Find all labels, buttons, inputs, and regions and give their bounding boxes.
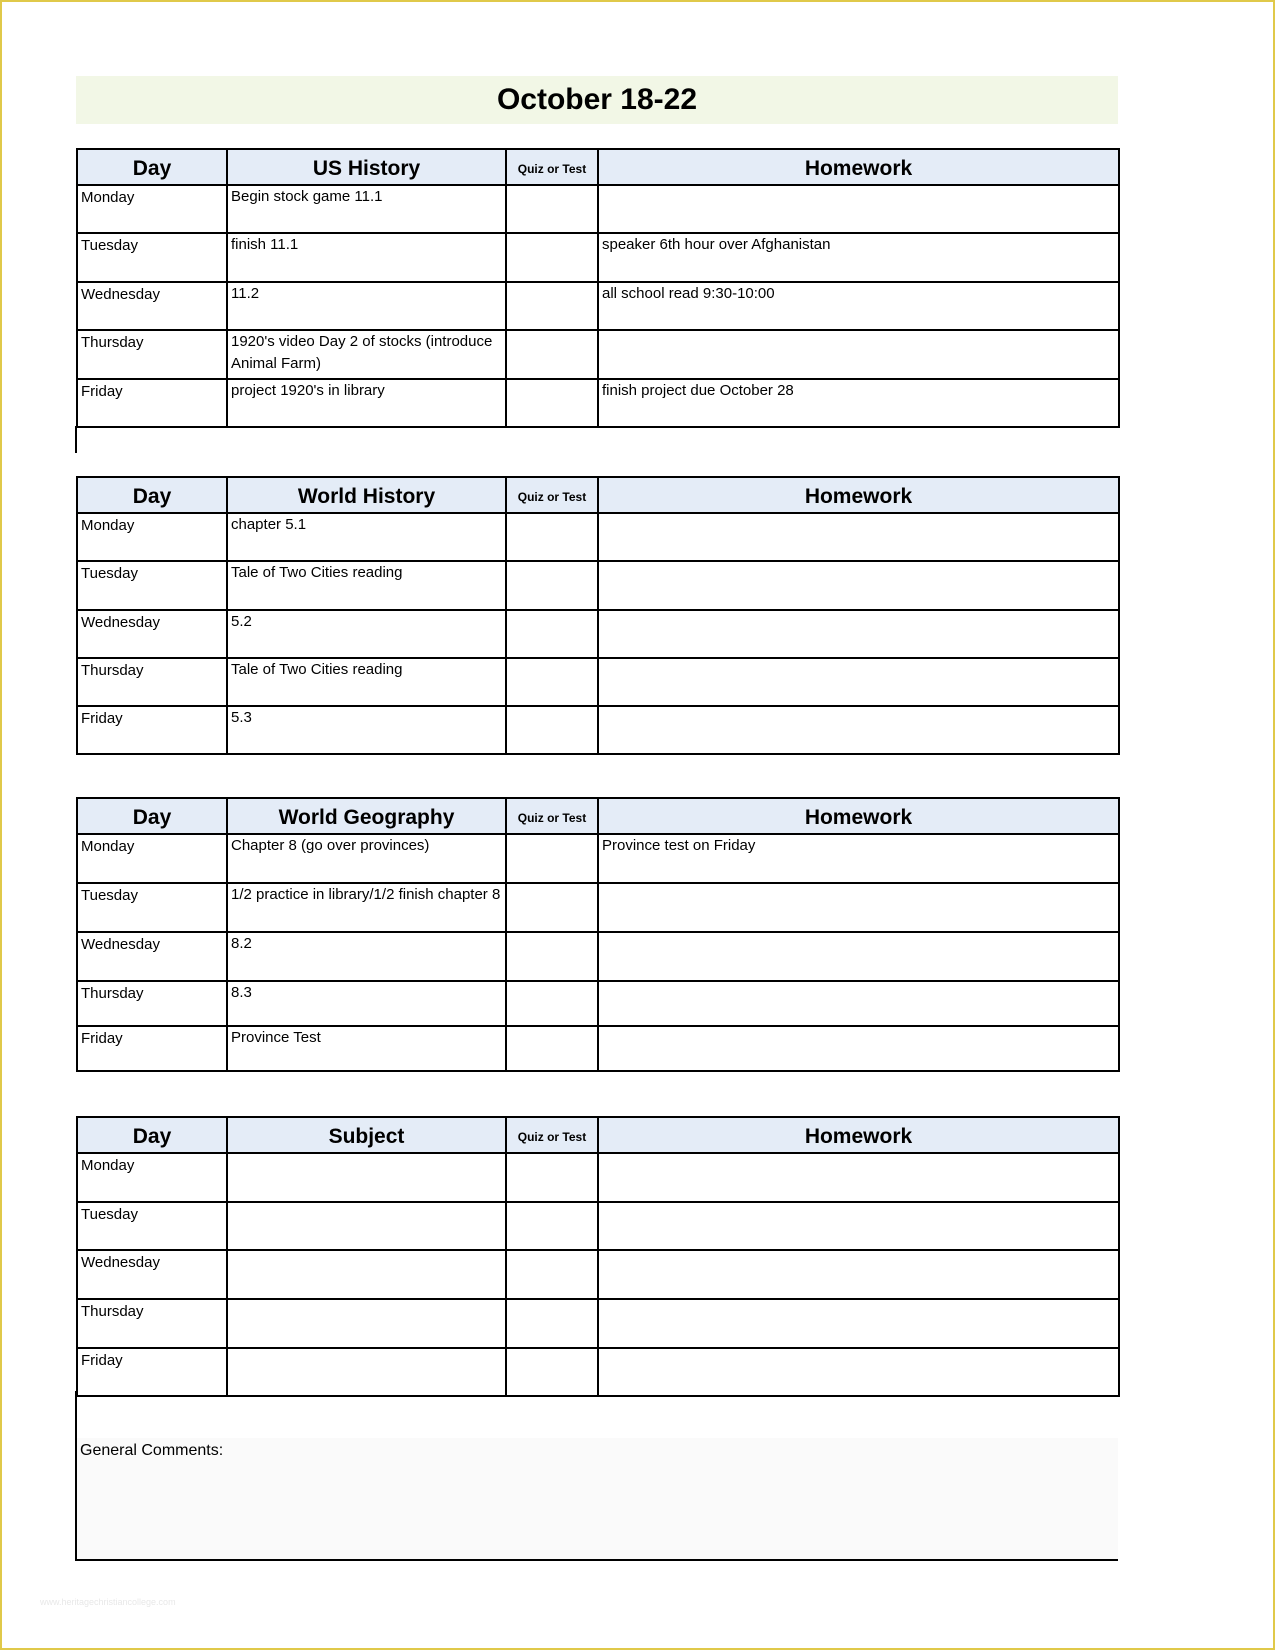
homework-cell: all school read 9:30-10:00: [598, 282, 1119, 330]
day-cell: Wednesday: [77, 282, 227, 330]
homework-cell: [598, 1202, 1119, 1250]
table-row: [77, 1348, 1119, 1396]
homework-cell: [598, 610, 1119, 658]
day-cell: Thursday: [77, 981, 227, 1026]
day-cell: Monday: [77, 834, 227, 883]
subject-cell: 5.2: [227, 610, 506, 658]
day-header: Day: [77, 1117, 227, 1153]
quiz-or-test-cell: [506, 1153, 598, 1202]
quiz-or-test-cell: [506, 513, 598, 561]
subject-header: US History: [227, 149, 506, 185]
homework-header: Homework: [598, 477, 1119, 513]
subject-cell: [227, 1299, 506, 1348]
day-cell: Thursday: [77, 658, 227, 706]
day-cell: Friday: [77, 1348, 227, 1396]
watermark: www.heritagechristiancollege.com: [40, 1597, 176, 1607]
table-row: [77, 233, 1119, 282]
table-row: [77, 1299, 1119, 1348]
subject-header: World Geography: [227, 798, 506, 834]
subject-cell: 1/2 practice in library/1/2 finish chapter 8: [227, 883, 506, 932]
quiz-or-test-cell: [506, 282, 598, 330]
day-cell: Wednesday: [77, 1250, 227, 1299]
homework-cell: Province test on Friday: [598, 834, 1119, 883]
homework-cell: [598, 1153, 1119, 1202]
subject-cell: [227, 1153, 506, 1202]
homework-cell: [598, 185, 1119, 233]
quiz-or-test-header: Quiz or Test: [506, 477, 598, 513]
table-row: [77, 1250, 1119, 1299]
homework-cell: [598, 658, 1119, 706]
homework-header: Homework: [598, 798, 1119, 834]
left-border-line: [75, 426, 77, 453]
general-comments-label: General Comments:: [80, 1442, 224, 1459]
homework-cell: [598, 883, 1119, 932]
subject-header: Subject: [227, 1117, 506, 1153]
day-cell: Friday: [77, 379, 227, 427]
subject-cell: 5.3: [227, 706, 506, 754]
general-comments-box: [76, 1438, 1118, 1561]
schedule-table: [76, 476, 1120, 755]
day-cell: Wednesday: [77, 610, 227, 658]
table-row: [77, 561, 1119, 610]
quiz-or-test-cell: [506, 185, 598, 233]
day-cell: Monday: [77, 1153, 227, 1202]
day-cell: Friday: [77, 706, 227, 754]
schedule-table: [76, 1116, 1120, 1397]
subject-cell: [227, 1250, 506, 1299]
left-border-line: [75, 1391, 77, 1561]
subject-cell: project 1920's in library: [227, 379, 506, 427]
day-cell: Thursday: [77, 330, 227, 379]
quiz-or-test-cell: [506, 883, 598, 932]
subject-cell: Province Test: [227, 1026, 506, 1071]
schedule-table: [76, 148, 1120, 428]
subject-cell: finish 11.1: [227, 233, 506, 282]
homework-cell: [598, 1348, 1119, 1396]
quiz-or-test-cell: [506, 561, 598, 610]
homework-cell: [598, 932, 1119, 981]
day-header: Day: [77, 149, 227, 185]
table-row: [77, 185, 1119, 233]
subject-header: World History: [227, 477, 506, 513]
quiz-or-test-cell: [506, 1202, 598, 1250]
quiz-or-test-cell: [506, 981, 598, 1026]
table-row: [77, 1153, 1119, 1202]
page-title: October 18-22: [76, 76, 1118, 124]
subject-cell: [227, 1348, 506, 1396]
table-row: [77, 1026, 1119, 1071]
quiz-or-test-cell: [506, 379, 598, 427]
quiz-or-test-header: Quiz or Test: [506, 798, 598, 834]
quiz-or-test-cell: [506, 1299, 598, 1348]
quiz-or-test-header: Quiz or Test: [506, 1117, 598, 1153]
day-cell: Friday: [77, 1026, 227, 1071]
homework-cell: speaker 6th hour over Afghanistan: [598, 233, 1119, 282]
day-cell: Tuesday: [77, 883, 227, 932]
quiz-or-test-cell: [506, 330, 598, 379]
subject-cell: 11.2: [227, 282, 506, 330]
table-row: [77, 1202, 1119, 1250]
homework-cell: [598, 513, 1119, 561]
subject-cell: Chapter 8 (go over provinces): [227, 834, 506, 883]
subject-cell: 1920's video Day 2 of stocks (introduce Animal Farm): [227, 330, 506, 379]
schedule-table: [76, 797, 1120, 1072]
subject-cell: chapter 5.1: [227, 513, 506, 561]
homework-header: Homework: [598, 1117, 1119, 1153]
table-row: [77, 834, 1119, 883]
quiz-or-test-cell: [506, 834, 598, 883]
subject-cell: [227, 1202, 506, 1250]
quiz-or-test-cell: [506, 932, 598, 981]
homework-cell: [598, 561, 1119, 610]
quiz-or-test-cell: [506, 1348, 598, 1396]
table-row: [77, 282, 1119, 330]
day-cell: Monday: [77, 513, 227, 561]
day-header: Day: [77, 477, 227, 513]
homework-cell: [598, 330, 1119, 379]
quiz-or-test-cell: [506, 233, 598, 282]
table-row: [77, 379, 1119, 427]
table-row: [77, 658, 1119, 706]
quiz-or-test-cell: [506, 1026, 598, 1071]
table-row: [77, 706, 1119, 754]
homework-cell: finish project due October 28: [598, 379, 1119, 427]
quiz-or-test-cell: [506, 610, 598, 658]
quiz-or-test-cell: [506, 706, 598, 754]
homework-cell: [598, 1299, 1119, 1348]
subject-cell: Tale of Two Cities reading: [227, 561, 506, 610]
table-row: [77, 883, 1119, 932]
subject-cell: Tale of Two Cities reading: [227, 658, 506, 706]
homework-cell: [598, 1026, 1119, 1071]
table-row: [77, 330, 1119, 379]
table-row: [77, 981, 1119, 1026]
subject-cell: 8.2: [227, 932, 506, 981]
quiz-or-test-cell: [506, 1250, 598, 1299]
table-row: [77, 932, 1119, 981]
table-row: [77, 610, 1119, 658]
day-cell: Wednesday: [77, 932, 227, 981]
day-cell: Thursday: [77, 1299, 227, 1348]
table-row: [77, 513, 1119, 561]
day-cell: Tuesday: [77, 1202, 227, 1250]
subject-cell: Begin stock game 11.1: [227, 185, 506, 233]
quiz-or-test-header: Quiz or Test: [506, 149, 598, 185]
day-cell: Monday: [77, 185, 227, 233]
homework-cell: [598, 981, 1119, 1026]
homework-cell: [598, 1250, 1119, 1299]
quiz-or-test-cell: [506, 658, 598, 706]
subject-cell: 8.3: [227, 981, 506, 1026]
homework-header: Homework: [598, 149, 1119, 185]
day-cell: Tuesday: [77, 561, 227, 610]
day-cell: Tuesday: [77, 233, 227, 282]
homework-cell: [598, 706, 1119, 754]
day-header: Day: [77, 798, 227, 834]
